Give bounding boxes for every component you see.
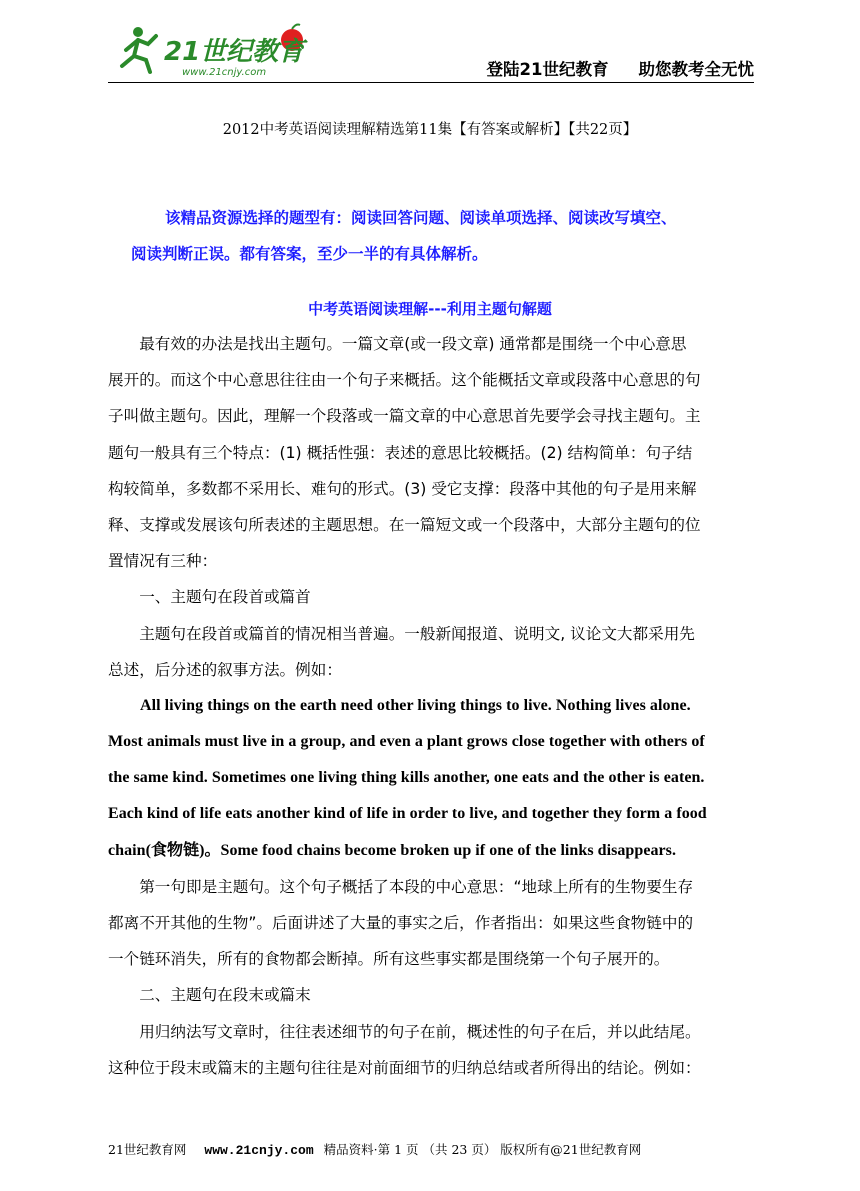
paragraph-line: 释、支撑或发展该句所表述的主题思想。在一篇短文或一个段落中，大部分主题句的位 (108, 515, 701, 534)
slogan-left: 登陆21世纪教育 (486, 60, 609, 79)
paragraph-line: 这种位于段末或篇末的主题句往往是对前面细节的归纳总结或者所得出的结论。例如： (108, 1058, 701, 1077)
site-logo (112, 20, 312, 80)
paragraph-line: 子叫做主题句。因此，理解一个段落或一篇文章的中心意思首先要学会寻找主题句。主 (108, 407, 701, 426)
english-line: All living things on the earth need other living things to live. Nothing lives alone. (140, 696, 691, 714)
english-line: the same kind. Sometimes one living thing kills another, one eats and the other is eaten. (108, 769, 705, 787)
paragraph-line: 一个链环消失，所有的食物都会断掉。所有这些事实都是围绕第一个句子展开的。 (108, 950, 670, 969)
promo-line-1: 该精品资源选择的题型有：阅读回答问题、阅读单项选择、阅读改写填空、 (165, 209, 677, 227)
paragraph-line: 第一句即是主题句。这个句子概括了本段的中心意思：“地球上所有的生物要生存 (108, 877, 694, 896)
page-header (108, 18, 754, 82)
footer-info: 精品资料·第 1 页 （共 23 页） 版权所有@21世纪教育网 (323, 1142, 642, 1157)
logo-url: www.21cnjy.com (182, 67, 267, 78)
page-footer (108, 1140, 641, 1158)
footer-site: 21世纪教育网 (108, 1142, 187, 1157)
paragraph-line: 题句一般具有三个特点：(1) 概括性强：表述的意思比较概括。(2) 结构简单：句子结 (108, 443, 693, 462)
document-title: 2012中考英语阅读理解精选第11集【有答案或解析】【共22页】 (222, 122, 638, 138)
paragraph-line: 主题句在段首或篇首的情况相当普遍。一般新闻报道、说明文, 议论文大都采用先 (108, 624, 695, 643)
english-line: Most animals must live in a group, and even a plant grows close together with others of (108, 733, 705, 751)
header-divider (108, 82, 754, 83)
english-line: chain(食物链)。Some food chains become broken up if one of the links disappears. (108, 841, 677, 859)
logo-text: 21世纪教育 (164, 37, 305, 67)
section-title: 中考英语阅读理解---利用主题句解题 (308, 300, 552, 318)
paragraph-line: 构较简单，多数都不采用长、难句的形式。(3) 受它支撑：段落中其他的句子是用来解 (108, 479, 697, 498)
heading-2: 二、主题句在段末或篇末 (108, 986, 311, 1005)
footer-url: www.21cnjy.com (204, 1143, 314, 1158)
header-slogan (487, 56, 754, 80)
paragraph-line: 最有效的办法是找出主题句。一篇文章(或一段文章) 通常都是围绕一个中心意思 (108, 335, 687, 353)
paragraph-line: 用归纳法写文章时，往往表述细节的句子在前，概述性的句子在后，并以此结尾。 (108, 1022, 701, 1041)
paragraph-line: 总述，后分述的叙事方法。例如： (108, 660, 342, 679)
heading-1: 一、主题句在段首或篇首 (108, 588, 311, 607)
english-line: Each kind of life eats another kind of life in order to live, and together they form a food (108, 805, 707, 823)
promo-line-2: 阅读判断正误。都有答案，至少一半的有具体解析。 (131, 245, 488, 263)
paragraph-line: 展开的。而这个中心意思往往由一个句子来概括。这个能概括文章或段落中心意思的句 (108, 371, 701, 390)
paragraph-line: 都离不开其他的生物”。后面讲述了大量的事实之后，作者指出：如果这些食物链中的 (108, 914, 694, 932)
slogan-right: 助您教考全无忧 (638, 60, 754, 79)
body-content (108, 326, 756, 1086)
paragraph-line: 置情况有三种： (108, 552, 218, 571)
